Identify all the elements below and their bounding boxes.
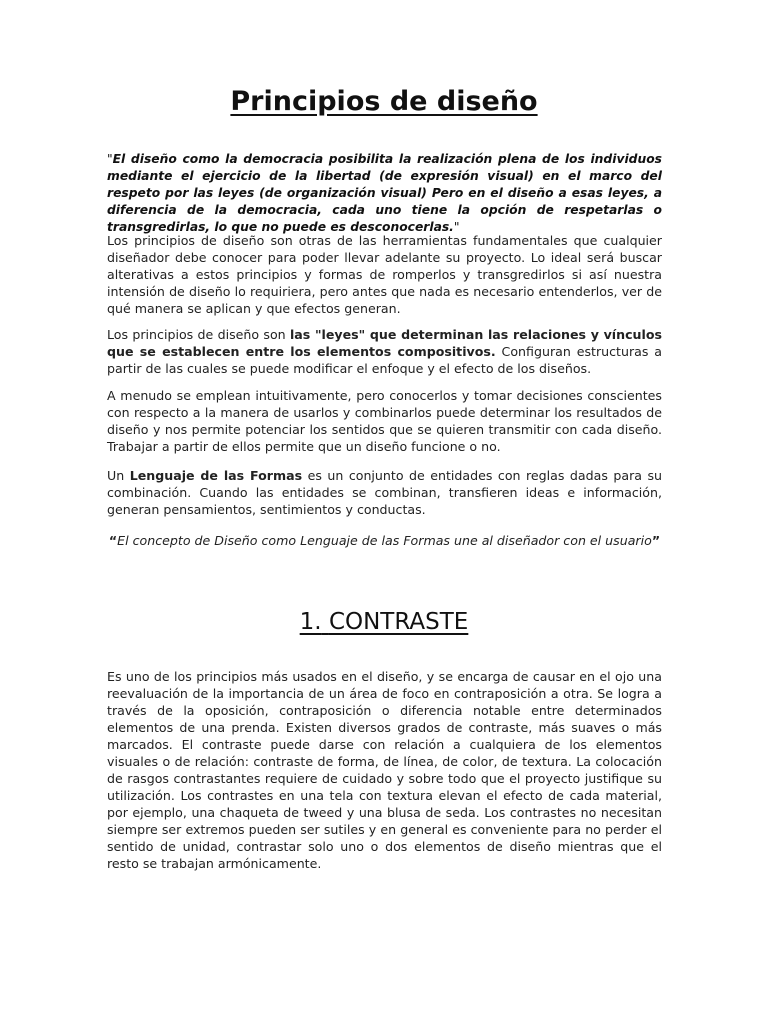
centered-quote-open: “ <box>108 533 118 548</box>
paragraph-laws-lead: Los principios de diseño son <box>107 327 290 342</box>
quote-open-mark: " <box>107 152 113 166</box>
paragraph-laws-tail: Configuran estructuras a partir de las cuales se puede modificar el enfoque y el efecto de los diseños. <box>107 344 662 376</box>
page-title: Principios de diseño <box>230 86 538 117</box>
quote-text: El diseño como la democracia posibilita la realización plena de los individuos mediante el ejercicio de la libertad (de expresión visual) en el marco del respeto por las leyes (de organización visual) Pero en el diseño a esas leyes, a diferencia de la democracia, cada uno tiene la opción de respetarlas o transgredirlas, lo que no puede es desconocerlas. <box>107 152 662 234</box>
section-title: CONTRASTE <box>328 609 469 635</box>
section-heading <box>0 609 768 635</box>
paragraph-language-lead: Un <box>107 468 130 483</box>
centered-quote-close: ” <box>651 533 661 548</box>
quote-close-mark: " <box>453 220 460 234</box>
section-body: Es uno de los principios más usados en el diseño, y se encarga de causar en el ojo una reevaluación de la importancia de un área de foco en contraposición a otra. Se logra a través de la oposición, contraposición o diferencia notable entre determinados elementos de una prenda. Existen diversos grados de contraste, más suaves o más marcados. El contraste puede darse con relación a cualquiera de los elementos visuales o de relación: contraste de forma, de línea, de color, de textura. La colocación de rasgos contrastantes requiere de cuidado y sobre todo que el proyecto justifique su utilización. Los contrastes en una tela con textura elevan el efecto de cada material, por ejemplo, una chaqueta de tweed y una blusa de seda. Los contrastes no necesitan siempre ser extremos pueden ser sutiles y en general es conveniente para no perder el sentido de unidad, contrastar solo uno o dos elementos de diseño mientras que el resto se trabajan armónicamente. <box>107 669 662 871</box>
paragraph-intro: Los principios de diseño son otras de las herramientas fundamentales que cualquier diseñador debe conocer para poder llevar adelante su proyecto. Lo ideal será buscar alterativas a estos principios y formas de romperlos y transgredirlos si así nuestra intensión de diseño lo requiriera, pero antes que nada es necesario entenderlos, ver de qué manera se aplican y que efectos generan. <box>107 233 662 316</box>
opening-quote <box>107 151 662 236</box>
paragraph-language-bold: Lenguaje de las Formas <box>129 468 303 483</box>
section-number: 1. <box>299 609 322 635</box>
paragraph-language <box>107 467 662 518</box>
paragraph-language-tail: es un conjunto de entidades con reglas dadas para su combinación. Cuando las entidades se combinan, transfieren ideas e información, generan pensamientos, sentimientos y conductas. <box>107 468 662 517</box>
centered-quote <box>107 533 662 548</box>
paragraph-intuition: A menudo se emplean intuitivamente, pero conocerlos y tomar decisiones conscientes con respecto a la manera de usarlos y combinarlos puede determinar los resultados de diseño y nos permite potenciar los sentidos que se quieren transmitir con cada diseño. Trabajar a partir de ellos permite que un diseño funcione o no. <box>107 388 662 454</box>
paragraph-laws <box>107 326 662 377</box>
centered-quote-text: El concepto de Diseño como Lenguaje de las Formas une al diseñador con el usuario <box>117 533 652 548</box>
paragraph-laws-bold: las "leyes" que determinan las relaciones y vínculos que se establecen entre los elementos compositivos. <box>107 327 662 359</box>
